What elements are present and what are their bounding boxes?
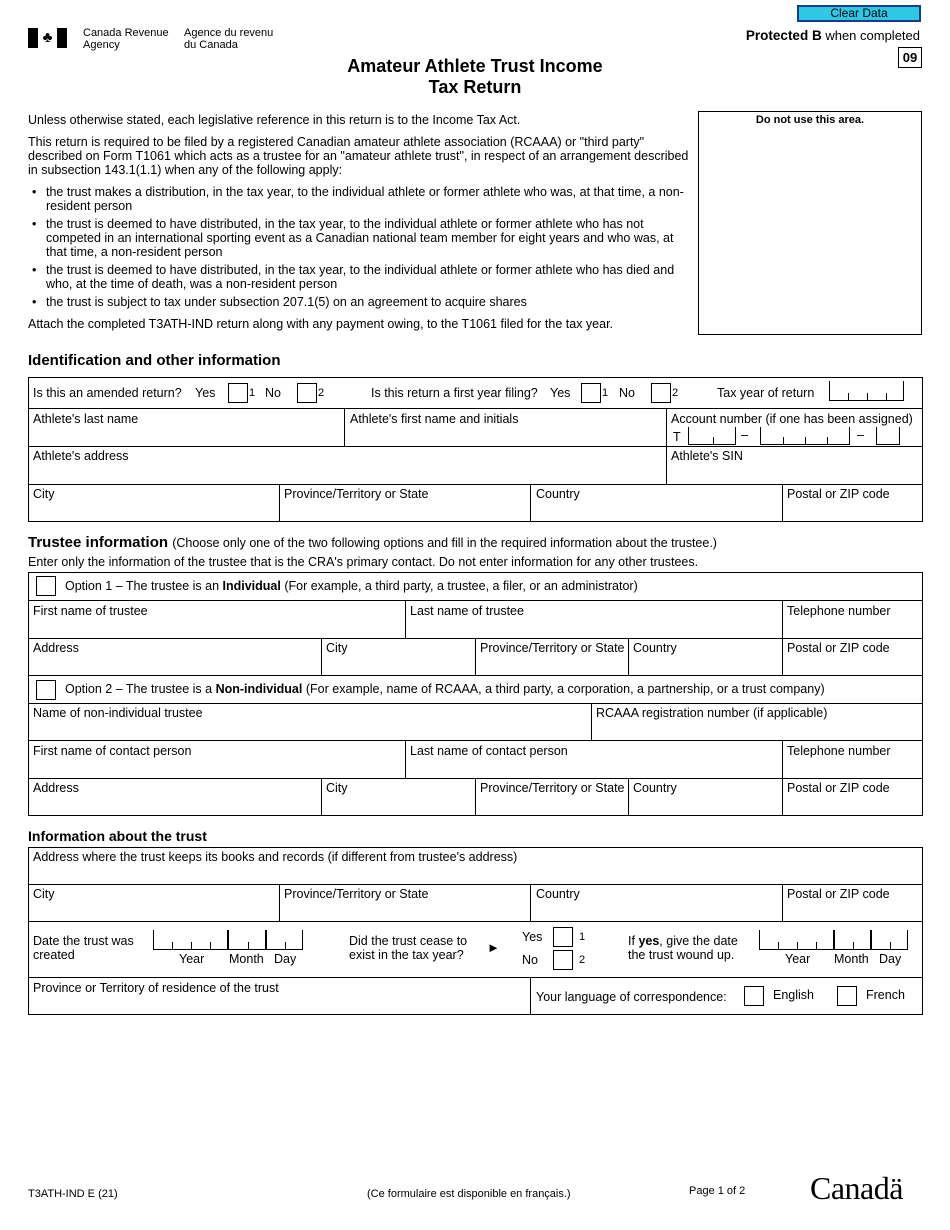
- address-label: Address: [33, 641, 79, 655]
- intro-bullet: • the trust is deemed to have distributed, in the tax year, to the individual athlete or former athlete who has died and who, at the time of death, was a non-resident person: [28, 263, 690, 291]
- trustee-city-input[interactable]: [326, 656, 469, 672]
- intro-bullet: • the trust makes a distribution, in the tax year, to the individual athlete or former athlete who was, at that time, a non-resident person: [28, 185, 690, 213]
- english-label: English: [773, 988, 814, 1002]
- cease-yes-label: Yes: [522, 930, 543, 944]
- nonind-city-input[interactable]: [326, 797, 469, 813]
- rcaaa-input[interactable]: [596, 721, 916, 737]
- cease-yes-checkbox[interactable]: [553, 927, 573, 947]
- dash-separator: –: [741, 428, 748, 442]
- amended-yes-checkbox[interactable]: [228, 383, 248, 403]
- intro-bullet: • the trust is subject to tax under subsection 207.1(5) on an agreement to acquire shares: [28, 295, 690, 309]
- account-number-part2[interactable]: [760, 427, 850, 445]
- province-label: Province/Territory or State: [480, 641, 625, 655]
- option1-checkbox[interactable]: [36, 576, 56, 596]
- trustee-telephone-input[interactable]: [787, 619, 917, 635]
- code-label: 1: [579, 931, 586, 943]
- trustee-address-input[interactable]: [33, 656, 315, 672]
- page-title: Amateur Athlete Trust Income Tax Return: [347, 56, 603, 97]
- month-caption: Month: [834, 952, 869, 966]
- section-title-trustee: Trustee information (Choose only one of the two following options and fill in the required information about the trustee.): [28, 534, 717, 551]
- agency-name-en: Canada Revenue Agency: [83, 27, 169, 51]
- athlete-first-name-input[interactable]: [350, 428, 660, 444]
- country-label: Country: [536, 487, 580, 501]
- books-address-label: Address where the trust keeps its books and records (if different from trustee's address): [33, 850, 518, 864]
- athlete-first-name-label: Athlete's first name and initials: [350, 412, 519, 426]
- code-label: 2: [318, 387, 325, 399]
- athlete-country-input[interactable]: [536, 503, 776, 519]
- province-label: Province/Territory or State: [284, 887, 429, 901]
- postal-label: Postal or ZIP code: [787, 781, 890, 795]
- account-number-part3[interactable]: [876, 427, 900, 445]
- date-created-year[interactable]: [153, 930, 228, 950]
- clear-data-button[interactable]: Clear Data: [797, 5, 921, 22]
- trustee-last-name-label: Last name of trustee: [410, 604, 524, 618]
- day-caption: Day: [879, 952, 902, 966]
- english-checkbox[interactable]: [744, 986, 764, 1006]
- wound-up-day[interactable]: [871, 930, 908, 950]
- canada-wordmark: Canadä: [810, 1170, 903, 1206]
- protected-b-label: Protected B when completed: [745, 28, 920, 43]
- account-prefix: T: [673, 430, 681, 444]
- intro-paragraph: Attach the completed T3ATH-IND return along with any payment owing, to the T1061 filed for the tax year.: [28, 317, 614, 331]
- nonind-address-input[interactable]: [33, 797, 315, 813]
- form-number-box: 09: [898, 47, 922, 68]
- do-not-use-area: Do not use this area.: [698, 111, 922, 335]
- country-label: Country: [633, 641, 677, 655]
- first-year-no-label: No: [619, 386, 635, 400]
- first-year-question: Is this return a first year filing?: [371, 386, 538, 400]
- trustee-last-name-input[interactable]: [410, 619, 775, 635]
- city-label: City: [326, 781, 348, 795]
- nonind-province-input[interactable]: [480, 797, 623, 813]
- option2-checkbox[interactable]: [36, 680, 56, 700]
- intro-text: [28, 113, 690, 339]
- french-checkbox[interactable]: [837, 986, 857, 1006]
- wound-up-year[interactable]: [759, 930, 834, 950]
- address-label: Address: [33, 781, 79, 795]
- year-caption: Year: [179, 952, 205, 966]
- date-created-day[interactable]: [266, 930, 303, 950]
- province-label: Province/Territory or State: [284, 487, 429, 501]
- trust-postal-input[interactable]: [787, 903, 917, 919]
- option1-label: Option 1 – The trustee is an Individual (For example, a third party, a trustee, a filer, or an administrator): [65, 579, 638, 593]
- account-number-part1[interactable]: [688, 427, 736, 445]
- code-label: 1: [602, 387, 609, 399]
- wound-up-month[interactable]: [834, 930, 871, 950]
- form-code: T3ATH-IND E (21): [28, 1188, 118, 1200]
- intro-paragraph: This return is required to be filed by a registered Canadian amateur athlete association (RCAAA) or "third party" described on Form T1061 which acts as a trustee for an "amateur athlete trust", in respect of an arrangement described in subsection 143.1(1.1) when any of the following apply:: [28, 135, 689, 177]
- trustee-postal-input[interactable]: [787, 656, 917, 672]
- trust-city-input[interactable]: [33, 903, 273, 919]
- trustee-first-name-label: First name of trustee: [33, 604, 148, 618]
- rcaaa-label: RCAAA registration number (if applicable): [596, 706, 828, 720]
- date-created-label: Date the trust was created: [33, 934, 134, 962]
- athlete-sin-label: Athlete's SIN: [671, 449, 743, 463]
- code-label: 2: [579, 954, 586, 966]
- day-caption: Day: [274, 952, 297, 966]
- tax-year-input[interactable]: [829, 381, 904, 401]
- country-label: Country: [633, 781, 677, 795]
- trustee-province-input[interactable]: [480, 656, 623, 672]
- cease-question: Did the trust cease to exist in the tax year?: [349, 934, 468, 962]
- option2-label: Option 2 – The trustee is a Non-individual (For example, name of RCAAA, a third party, a corporation, a partnership, or a trust company): [65, 682, 825, 696]
- athlete-last-name-input[interactable]: [33, 428, 338, 444]
- athlete-address-input[interactable]: [33, 465, 660, 481]
- books-address-input[interactable]: [33, 866, 917, 882]
- contact-last-name-label: Last name of contact person: [410, 744, 568, 758]
- amended-question: Is this an amended return?: [33, 386, 182, 400]
- city-label: City: [33, 487, 55, 501]
- nonind-postal-input[interactable]: [787, 797, 917, 813]
- wound-up-label: If yes, give the date the trust wound up.: [628, 934, 738, 962]
- french-availability-note: (Ce formulaire est disponible en français.): [367, 1188, 571, 1200]
- athlete-postal-input[interactable]: [787, 503, 917, 519]
- arrow-right-icon: ►: [487, 940, 500, 955]
- language-label: Your language of correspondence:: [536, 990, 727, 1004]
- city-label: City: [33, 887, 55, 901]
- contact-telephone-label: Telephone number: [787, 744, 891, 758]
- contact-telephone-input[interactable]: [787, 759, 917, 775]
- residence-label: Province or Territory of residence of the trust: [33, 981, 279, 995]
- account-number-label: Account number (if one has been assigned): [671, 412, 913, 426]
- trustee-country-input[interactable]: [633, 656, 776, 672]
- athlete-province-input[interactable]: [284, 503, 524, 519]
- postal-label: Postal or ZIP code: [787, 887, 890, 901]
- dash-separator: –: [857, 428, 864, 442]
- amended-no-checkbox[interactable]: [297, 383, 317, 403]
- non-individual-name-label: Name of non-individual trustee: [33, 706, 203, 720]
- athlete-address-label: Athlete's address: [33, 449, 129, 463]
- trustee-first-name-input[interactable]: [33, 619, 398, 635]
- contact-last-name-input[interactable]: [410, 759, 775, 775]
- cease-no-checkbox[interactable]: [553, 950, 573, 970]
- province-label: Province/Territory or State: [480, 781, 625, 795]
- intro-bullet: • the trust is deemed to have distributed, in the tax year, to the individual athlete or former athlete who has not competed in an international sporting event as a Canadian national team member for eight years and who was, at that time, a non-resident person: [28, 217, 690, 259]
- intro-paragraph: Unless otherwise stated, each legislative reference in this return is to the Income Tax Act.: [28, 113, 521, 127]
- first-year-yes-label: Yes: [550, 386, 571, 400]
- trustee-instruction: Enter only the information of the trustee that is the CRA's primary contact. Do not enter information for any other trustees.: [28, 555, 699, 569]
- amended-yes-label: Yes: [195, 386, 216, 400]
- year-caption: Year: [785, 952, 811, 966]
- tax-year-label: Tax year of return: [717, 386, 815, 400]
- agency-name-fr: Agence du revenu du Canada: [184, 27, 274, 51]
- trustee-telephone-label: Telephone number: [787, 604, 891, 618]
- non-individual-name-input[interactable]: [33, 721, 585, 737]
- contact-first-name-label: First name of contact person: [33, 744, 192, 758]
- first-year-no-checkbox[interactable]: [651, 383, 671, 403]
- date-created-month[interactable]: [228, 930, 266, 950]
- section-title-identification: Identification and other information: [28, 352, 281, 369]
- trust-country-input[interactable]: [536, 903, 776, 919]
- postal-label: Postal or ZIP code: [787, 487, 890, 501]
- postal-label: Postal or ZIP code: [787, 641, 890, 655]
- code-label: 1: [249, 387, 256, 399]
- code-label: 2: [672, 387, 679, 399]
- trust-province-input[interactable]: [284, 903, 524, 919]
- contact-first-name-input[interactable]: [33, 759, 398, 775]
- page-number: Page 1 of 2: [689, 1185, 746, 1197]
- athlete-last-name-label: Athlete's last name: [33, 412, 139, 426]
- athlete-city-input[interactable]: [33, 503, 273, 519]
- month-caption: Month: [229, 952, 264, 966]
- amended-no-label: No: [265, 386, 281, 400]
- french-label: French: [866, 988, 905, 1002]
- residence-input[interactable]: [33, 996, 523, 1012]
- nonind-country-input[interactable]: [633, 797, 776, 813]
- first-year-yes-checkbox[interactable]: [581, 383, 601, 403]
- section-title-trust: Information about the trust: [28, 828, 207, 844]
- canada-flag-icon: ♣: [28, 28, 67, 48]
- athlete-sin-input[interactable]: [671, 465, 916, 481]
- cease-no-label: No: [522, 953, 538, 967]
- city-label: City: [326, 641, 348, 655]
- country-label: Country: [536, 887, 580, 901]
